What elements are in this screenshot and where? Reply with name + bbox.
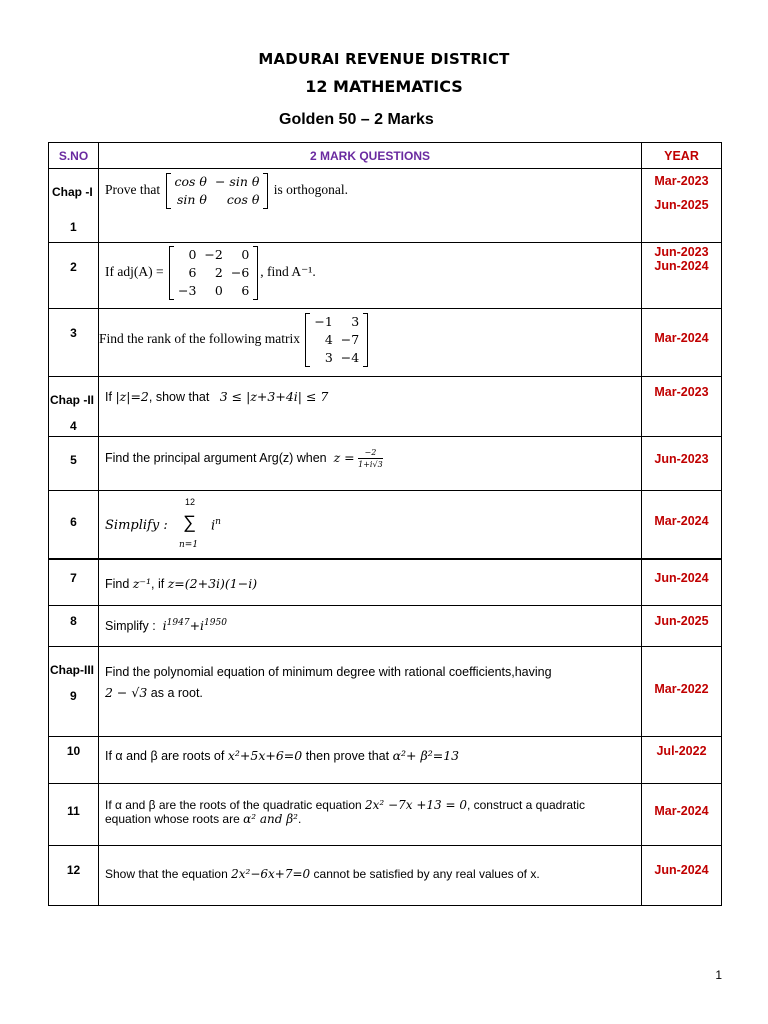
exponent: 1947 bbox=[166, 618, 190, 628]
question-cell bbox=[99, 846, 642, 906]
sum-lower-limit: n=1 bbox=[179, 540, 199, 550]
matrix bbox=[166, 173, 269, 209]
question-cell bbox=[99, 737, 642, 784]
table-row bbox=[49, 437, 722, 491]
question-number: 6 bbox=[70, 515, 77, 529]
question-text: , find A⁻¹. bbox=[260, 264, 316, 280]
year-value: Mar-2024 bbox=[654, 514, 709, 528]
chapter-label: Chap-III bbox=[50, 663, 94, 677]
year-value: Jun-2023 bbox=[654, 452, 709, 466]
year-value: Mar-2023 bbox=[654, 385, 709, 399]
question-cell bbox=[99, 437, 642, 491]
question-number: 3 bbox=[70, 326, 77, 340]
table-row bbox=[49, 737, 722, 784]
fraction-numerator: −2 bbox=[358, 447, 383, 459]
question-text: cannot be satisfied by any real values of x. bbox=[313, 867, 540, 881]
matrix-entry: cos θ bbox=[174, 174, 207, 189]
question-text: then prove that bbox=[305, 749, 390, 763]
sno-cell bbox=[49, 309, 99, 377]
document-title: Golden 50 – 2 Marks bbox=[279, 111, 434, 128]
table-row bbox=[49, 784, 722, 846]
question-cell bbox=[99, 169, 642, 243]
matrix-entry: −7 bbox=[340, 332, 360, 347]
question-text: If α and β are roots of bbox=[105, 749, 225, 763]
question-number: 9 bbox=[70, 689, 77, 703]
table-row bbox=[49, 377, 722, 437]
matrix-entry: cos θ bbox=[226, 192, 260, 207]
math-expression: z = bbox=[333, 449, 355, 465]
question-number: 5 bbox=[70, 453, 77, 467]
matrix-entry: −6 bbox=[230, 265, 250, 280]
chapter-label: Chap -II bbox=[50, 393, 94, 407]
year-cell bbox=[642, 243, 722, 309]
year-value: Mar-2022 bbox=[654, 682, 709, 696]
question-text: equation whose roots are bbox=[105, 812, 240, 826]
question-cell bbox=[99, 647, 642, 737]
sno-cell bbox=[49, 737, 99, 784]
sno-cell bbox=[49, 647, 99, 737]
math-expression: 2x²−6x+7=0 bbox=[231, 867, 311, 881]
fraction-denominator: 1+i√3 bbox=[358, 460, 383, 469]
math-expression: 3 ≤ |z+3+4i| ≤ 7 bbox=[219, 389, 329, 404]
table-row bbox=[49, 309, 722, 377]
matrix-entry: −3 bbox=[177, 283, 197, 298]
question-text: , if bbox=[151, 576, 165, 591]
table-row bbox=[49, 169, 722, 243]
question-number: 1 bbox=[70, 220, 77, 234]
matrix-entry: 0 bbox=[188, 247, 197, 262]
year-cell bbox=[642, 737, 722, 784]
sno-cell bbox=[49, 169, 99, 243]
question-cell bbox=[99, 606, 642, 647]
matrix-entry: − sin θ bbox=[214, 174, 260, 189]
year-value: Jun-2023 bbox=[654, 245, 709, 259]
matrix-entry: 6 bbox=[241, 283, 250, 298]
question-cell bbox=[99, 784, 642, 846]
question-text: Find the principal argument Arg(z) when bbox=[105, 450, 327, 465]
table-row bbox=[49, 606, 722, 647]
year-header: YEAR bbox=[642, 143, 722, 169]
question-text: If α and β are the roots of the quadratic equation bbox=[105, 798, 362, 812]
year-cell bbox=[642, 784, 722, 846]
math-expression: 2 − √3 bbox=[105, 685, 148, 700]
sno-cell bbox=[49, 377, 99, 437]
question-text: , show that bbox=[148, 390, 210, 404]
question-number: 7 bbox=[70, 570, 77, 585]
year-value: Mar-2024 bbox=[654, 804, 709, 818]
question-number: 11 bbox=[67, 804, 80, 818]
table-header-row bbox=[49, 143, 722, 169]
table-row bbox=[49, 647, 722, 737]
question-text: Find bbox=[105, 576, 130, 591]
questions-header: 2 MARK QUESTIONS bbox=[99, 143, 642, 169]
year-value: Mar-2023 bbox=[654, 174, 709, 188]
year-cell bbox=[642, 846, 722, 906]
question-text: is orthogonal. bbox=[273, 182, 348, 198]
sno-cell bbox=[49, 243, 99, 309]
year-cell bbox=[642, 309, 722, 377]
year-value: Jun-2024 bbox=[654, 259, 709, 273]
matrix bbox=[169, 246, 258, 300]
matrix-entry: 2 bbox=[214, 265, 223, 280]
fraction bbox=[358, 447, 383, 470]
district-title: MADURAI REVENUE DISTRICT bbox=[258, 50, 510, 68]
sno-cell bbox=[49, 606, 99, 647]
matrix-entry: sin θ bbox=[176, 192, 207, 207]
matrix-entry: 0 bbox=[214, 283, 223, 298]
chapter-label: Chap -I bbox=[52, 185, 93, 199]
math-expression: 2x² −7x +13 = 0 bbox=[365, 798, 467, 812]
exponent: n bbox=[215, 517, 221, 527]
math-expression: |z|=2 bbox=[115, 389, 149, 404]
question-text: Simplify : bbox=[105, 619, 156, 634]
sigma-symbol: ∑ bbox=[183, 512, 196, 532]
question-text: If adj(A) = bbox=[105, 264, 164, 280]
math-expression: x²+5x+6=0 bbox=[227, 748, 303, 763]
sno-cell bbox=[49, 491, 99, 559]
year-value: Jun-2024 bbox=[654, 863, 709, 877]
table-row bbox=[49, 846, 722, 906]
matrix bbox=[305, 313, 368, 367]
page-number: 1 bbox=[715, 968, 722, 982]
matrix-entry: 4 bbox=[324, 332, 333, 347]
sno-cell bbox=[49, 437, 99, 491]
sno-cell bbox=[49, 784, 99, 846]
matrix-entry: 6 bbox=[188, 265, 197, 280]
year-cell bbox=[642, 491, 722, 559]
sno-header: S.NO bbox=[49, 143, 99, 169]
sum-term: i bbox=[211, 518, 216, 534]
question-cell bbox=[99, 243, 642, 309]
year-value: Mar-2024 bbox=[654, 331, 709, 345]
matrix-entry: 0 bbox=[241, 247, 250, 262]
matrix-entry: −2 bbox=[204, 247, 223, 262]
question-text: If bbox=[105, 390, 112, 404]
year-value: Jun-2024 bbox=[654, 570, 709, 585]
year-cell bbox=[642, 559, 722, 606]
math-expression: α² and β² bbox=[243, 812, 298, 826]
year-value: Jun-2025 bbox=[654, 614, 709, 628]
matrix-entry: −1 bbox=[314, 314, 333, 329]
question-cell bbox=[99, 491, 642, 559]
exponent: 1950 bbox=[204, 618, 227, 628]
question-number: 10 bbox=[66, 744, 81, 758]
subject-title: 12 MATHEMATICS bbox=[305, 77, 463, 96]
math-expression: Simplify : bbox=[105, 518, 168, 533]
table-row bbox=[49, 491, 722, 559]
year-cell bbox=[642, 647, 722, 737]
question-text: . bbox=[297, 812, 302, 826]
question-text: Find the polynomial equation of minimum degree with rational coefficients,having bbox=[105, 665, 552, 679]
year-value: Jun-2025 bbox=[654, 198, 709, 212]
year-cell bbox=[642, 437, 722, 491]
question-cell bbox=[99, 377, 642, 437]
question-number: 4 bbox=[70, 419, 77, 433]
matrix-entry: −4 bbox=[340, 350, 360, 365]
question-number: 8 bbox=[70, 614, 77, 628]
math-expression: z⁻¹ bbox=[132, 575, 152, 591]
year-cell bbox=[642, 169, 722, 243]
math-expression: z=(2+3i)(1−i) bbox=[167, 575, 258, 591]
question-text: Show that the equation bbox=[105, 867, 228, 881]
sno-cell bbox=[49, 559, 99, 606]
question-cell bbox=[99, 309, 642, 377]
question-text: Find the rank of the following matrix bbox=[99, 331, 300, 347]
sno-cell bbox=[49, 846, 99, 906]
question-text: as a root. bbox=[150, 686, 203, 700]
math-expression: α²+ β²=13 bbox=[392, 748, 460, 763]
question-number: 2 bbox=[70, 260, 77, 274]
year-cell bbox=[642, 377, 722, 437]
sum-upper-limit: 12 bbox=[185, 497, 196, 507]
year-value: Jul-2022 bbox=[656, 744, 707, 758]
question-cell bbox=[99, 559, 642, 606]
question-text: Prove that bbox=[105, 182, 161, 198]
table-row bbox=[49, 559, 722, 606]
year-cell bbox=[642, 606, 722, 647]
matrix-entry: 3 bbox=[351, 314, 360, 329]
matrix-entry: 3 bbox=[324, 350, 333, 365]
question-number: 12 bbox=[66, 863, 81, 877]
math-expression: i bbox=[162, 618, 167, 634]
questions-table bbox=[48, 142, 722, 906]
math-expression: +i bbox=[189, 618, 205, 634]
question-text: , construct a quadratic bbox=[466, 798, 586, 812]
table-row bbox=[49, 243, 722, 309]
